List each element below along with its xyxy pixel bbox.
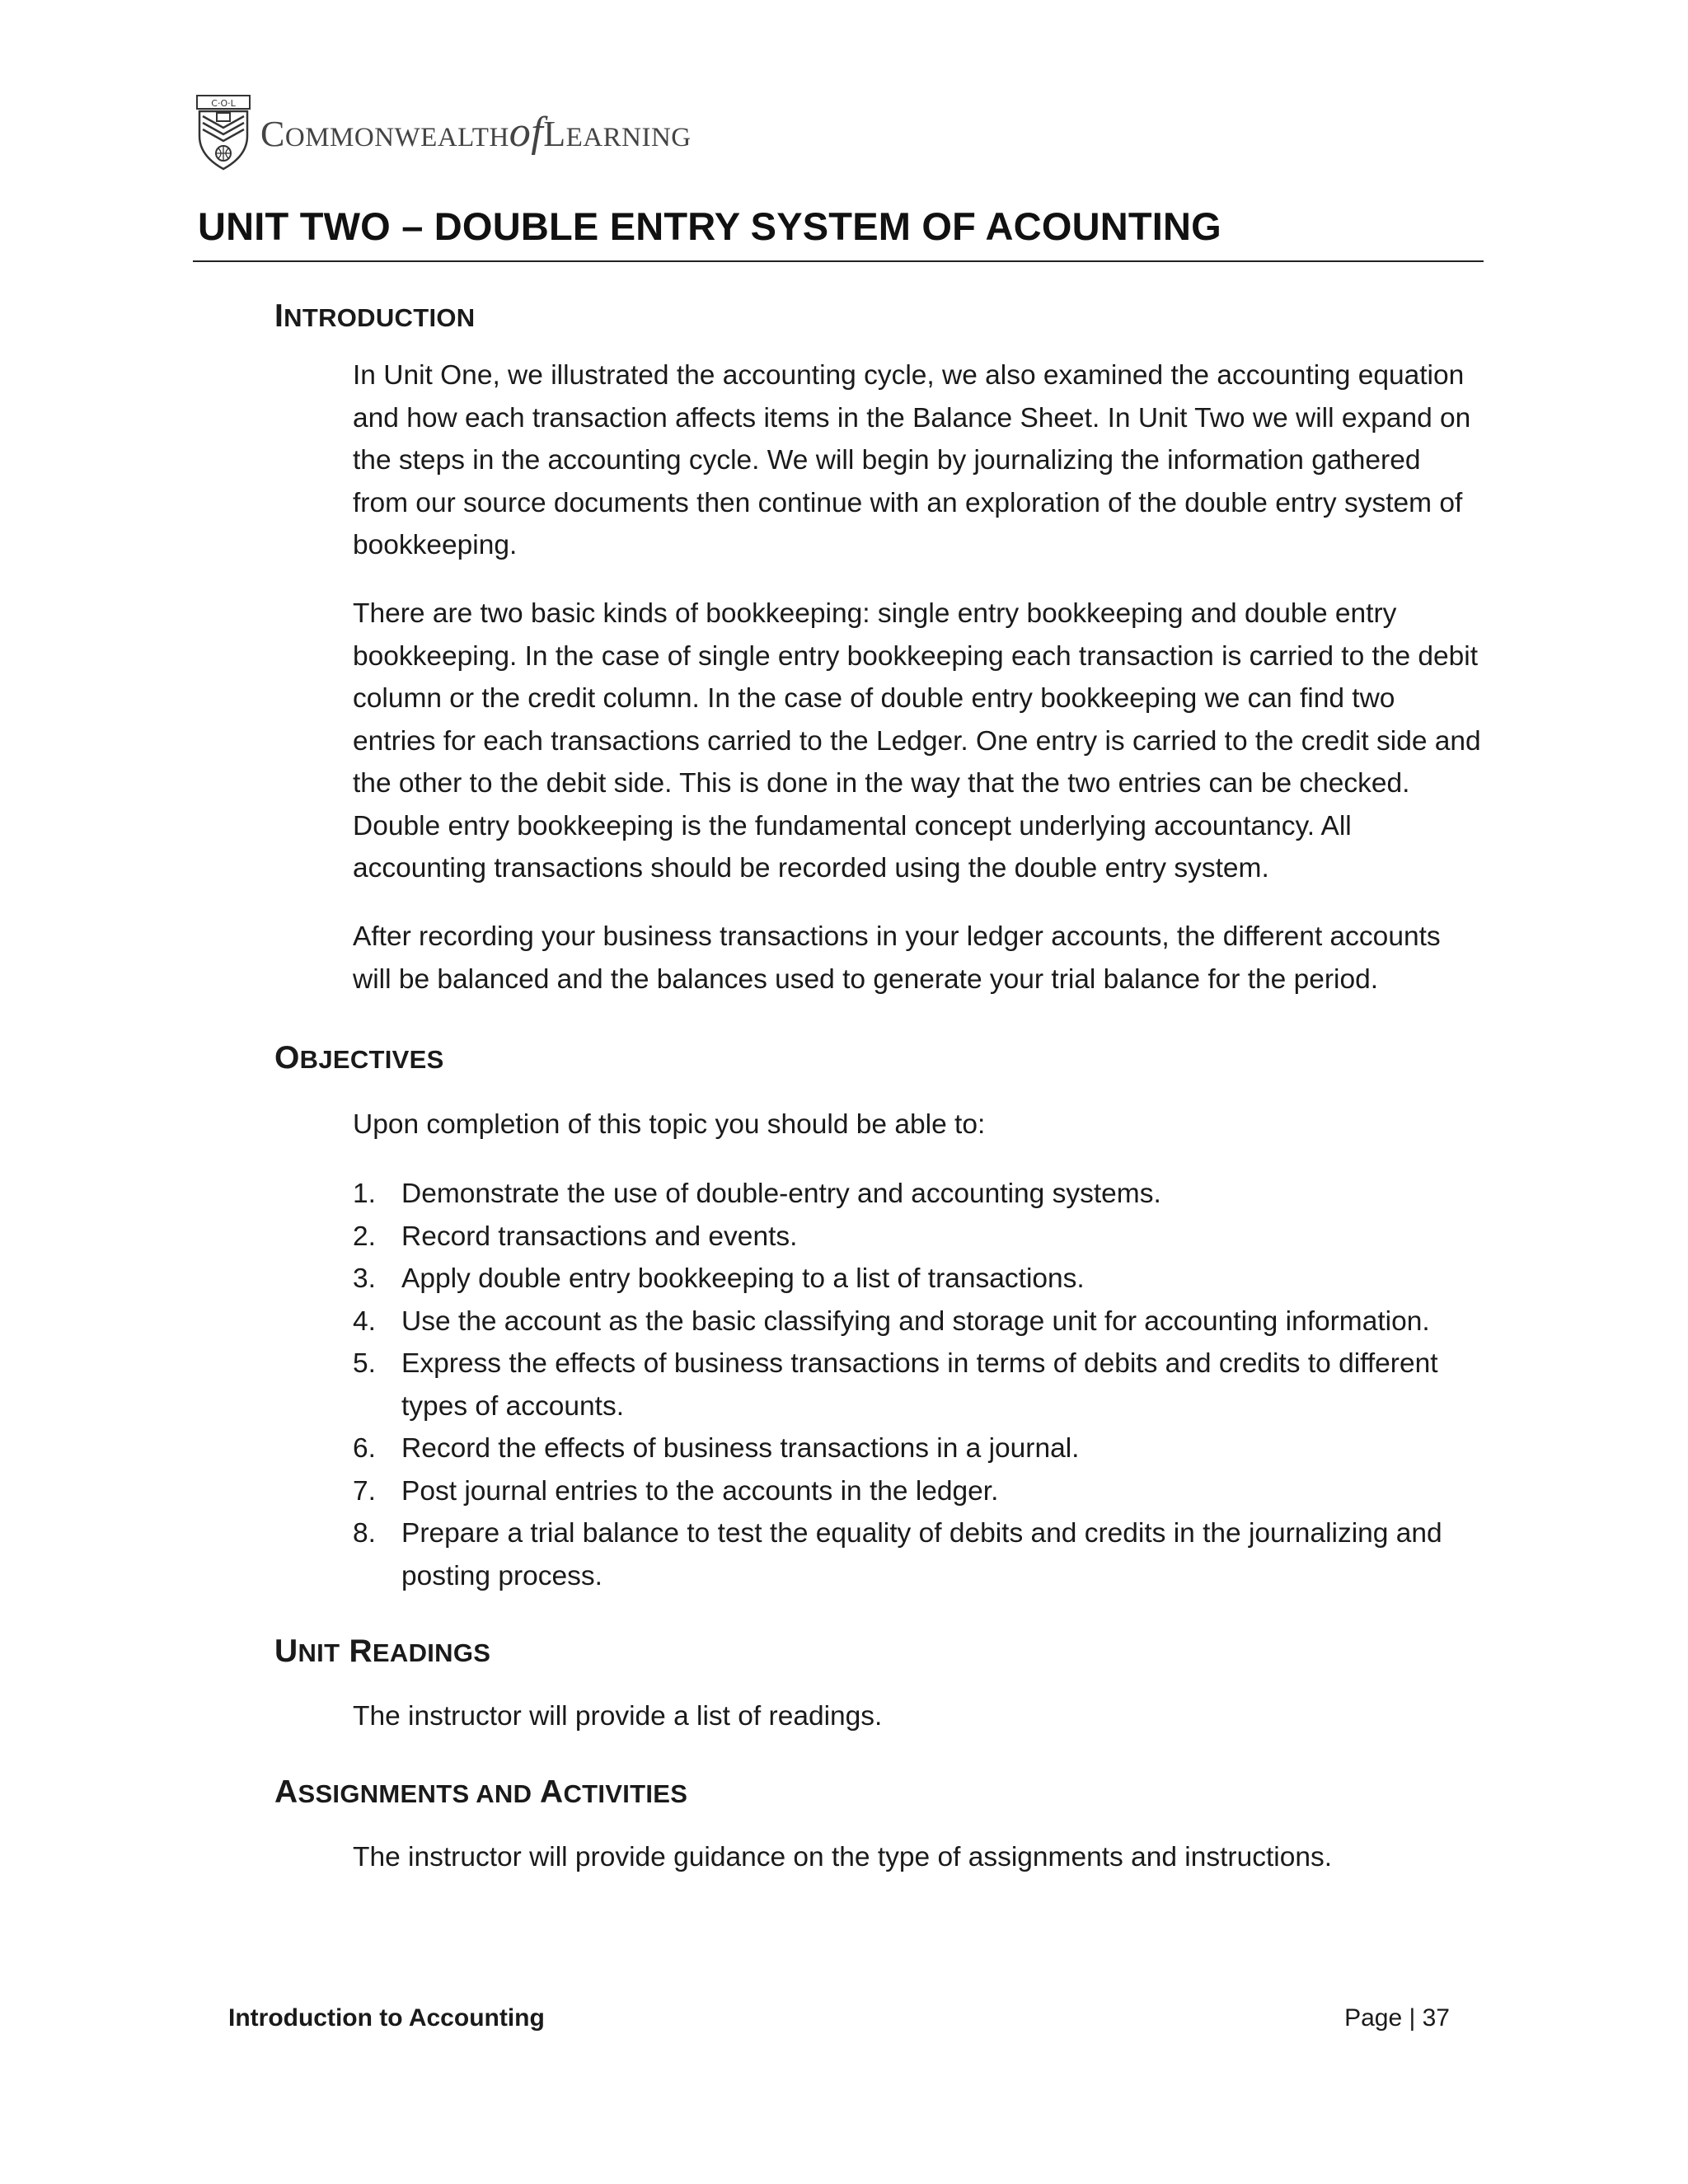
footer-course-title: Introduction to Accounting	[228, 2004, 545, 2032]
logo-wordmark: COMMONWEALTHofLEARNING	[260, 109, 692, 156]
objectives-intro: Upon completion of this topic you should be able to:	[353, 1109, 986, 1140]
introduction-paragraph-1: In Unit One, we illustrated the accounting cycle, we also examined the accounting equation and how each transaction affects items in the Balance Sheet. In Unit Two we will expand on the steps in the accounting cycle. We will begin by journalizing the information gathered from our source documents then continue with an exploration of the double entry system of bookkeeping.	[353, 360, 1471, 560]
introduction-paragraph-3: After recording your business transactions in your ledger accounts, the different accounts will be balanced and the balances used to generate your trial balance for the period.	[353, 921, 1441, 995]
title-divider	[193, 260, 1484, 262]
assignments-heading: ASSIGNMENTS AND ACTIVITIES	[274, 1774, 688, 1810]
list-item: 6. Record the effects of business transactions in a journal.	[353, 1433, 1080, 1464]
unit-readings-heading: UNIT READINGS	[274, 1633, 491, 1669]
list-item: 4. Use the account as the basic classifying and storage unit for accounting information.	[353, 1305, 1430, 1337]
page-title: UNIT TWO – DOUBLE ENTRY SYSTEM OF ACOUNTING	[198, 204, 1221, 248]
list-item: 1. Demonstrate the use of double-entry and accounting systems.	[353, 1179, 1161, 1209]
assignments-text: The instructor will provide guidance on the type of assignments and instructions.	[353, 1842, 1333, 1872]
list-item: 5. Express the effects of business transactions in terms of debits and credits to different types of accounts.	[353, 1348, 1438, 1422]
svg-text:C·O·L: C·O·L	[211, 98, 236, 109]
list-item: 8. Prepare a trial balance to test the equality of debits and credits in the journalizing and posting process.	[353, 1518, 1442, 1591]
list-item: 7. Post journal entries to the accounts in the ledger.	[353, 1475, 999, 1507]
col-crest-icon	[196, 95, 251, 171]
list-item: 3. Apply double entry bookkeeping to a list of transactions.	[353, 1263, 1085, 1294]
objectives-heading: OBJECTIVES	[274, 1040, 444, 1076]
list-item: 2. Record transactions and events.	[353, 1221, 798, 1252]
unit-readings-text: The instructor will provide a list of readings.	[353, 1701, 883, 1732]
footer-page-number: Page | 37	[1344, 2004, 1450, 2032]
objectives-list	[353, 1173, 1490, 1597]
introduction-paragraph-2: There are two basic kinds of bookkeeping: single entry bookkeeping and double entry bookkeeping. In the case of single entry bookkeeping each transaction is carried to the debit column or the credit column. In the case of double entry bookkeeping we can find two entries for each transactions carried to the Ledger. One entry is carried to the credit side and the other to the debit side. This is done in the way that the two entries can be checked. Double entry bookkeeping is the fundamental concept underlying accountancy. All accounting transactions should be recorded using the double entry system.	[353, 598, 1481, 883]
commonwealth-of-learning-logo	[196, 95, 692, 171]
introduction-heading: INTRODUCTION	[274, 298, 476, 334]
